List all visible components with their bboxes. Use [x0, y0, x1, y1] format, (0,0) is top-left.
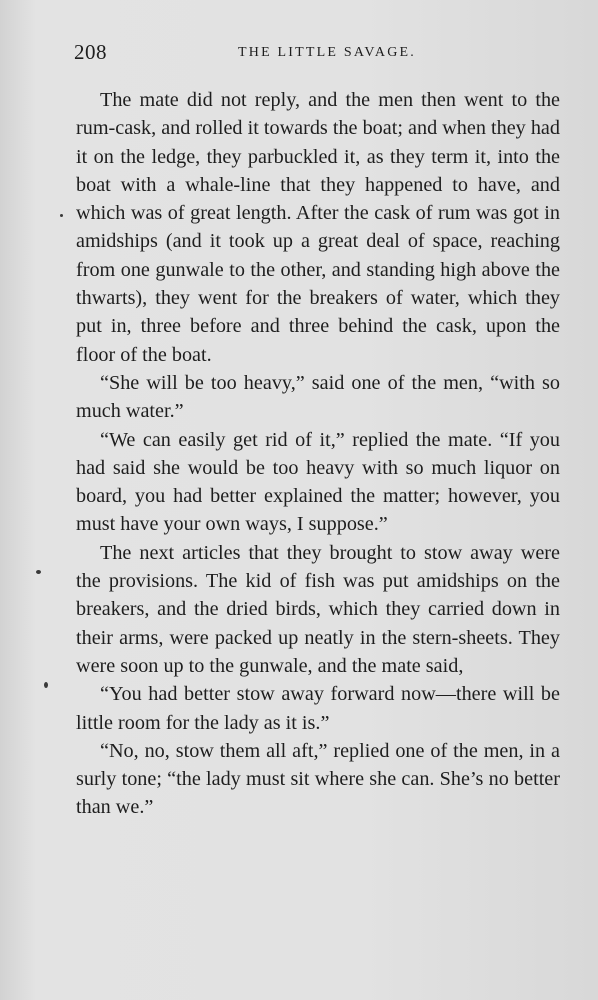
paragraph: “No, no, stow them all aft,” replied one of the men, in a surly tone; “the lady must sit where she can. She’s no better than we.” — [76, 739, 560, 819]
paragraph: “You had better stow away forward now—there will be little room for the lady as it is.” — [76, 683, 560, 734]
paragraph: “We can easily get rid of it,” replied the mate. “If you had said she would be too heavy with so much liquor on board, you had better explained the matter; however, you must have your own ways, I suppose.” — [76, 428, 560, 536]
ink-speck — [44, 682, 48, 688]
ink-speck — [60, 214, 63, 217]
page-number: 208 — [74, 40, 107, 64]
paragraph: The next articles that they brought to stow away were the provisions. The kid of fish was put amidships on the breakers, and the dried birds, which they carried down in their arms, were packed up neatly in the stern-sheets. They were soon up to the gunwale, and the mate said, — [76, 541, 560, 677]
ink-speck — [36, 570, 41, 574]
running-title: THE LITTLE SAVAGE. — [238, 45, 416, 60]
paragraph: “She will be too heavy,” said one of the men, “with so much water.” — [76, 371, 560, 423]
page-header — [74, 40, 560, 70]
body-text — [76, 86, 560, 822]
paragraph: The mate did not reply, and the men then went to the rum-cask, and rolled it towards the boat; and when they had it on the ledge, they parbuckled it, as they term it, into the boat with a whale-line that they happened to have, and which was of great length. After the cask of rum was got in amidships (and it took up a great deal of space, reaching from one gunwale to the other, and standing high above the thwarts), they went for the breakers of water, which they put in, three before and three behind the cask, upon the floor of the boat. — [76, 89, 560, 366]
